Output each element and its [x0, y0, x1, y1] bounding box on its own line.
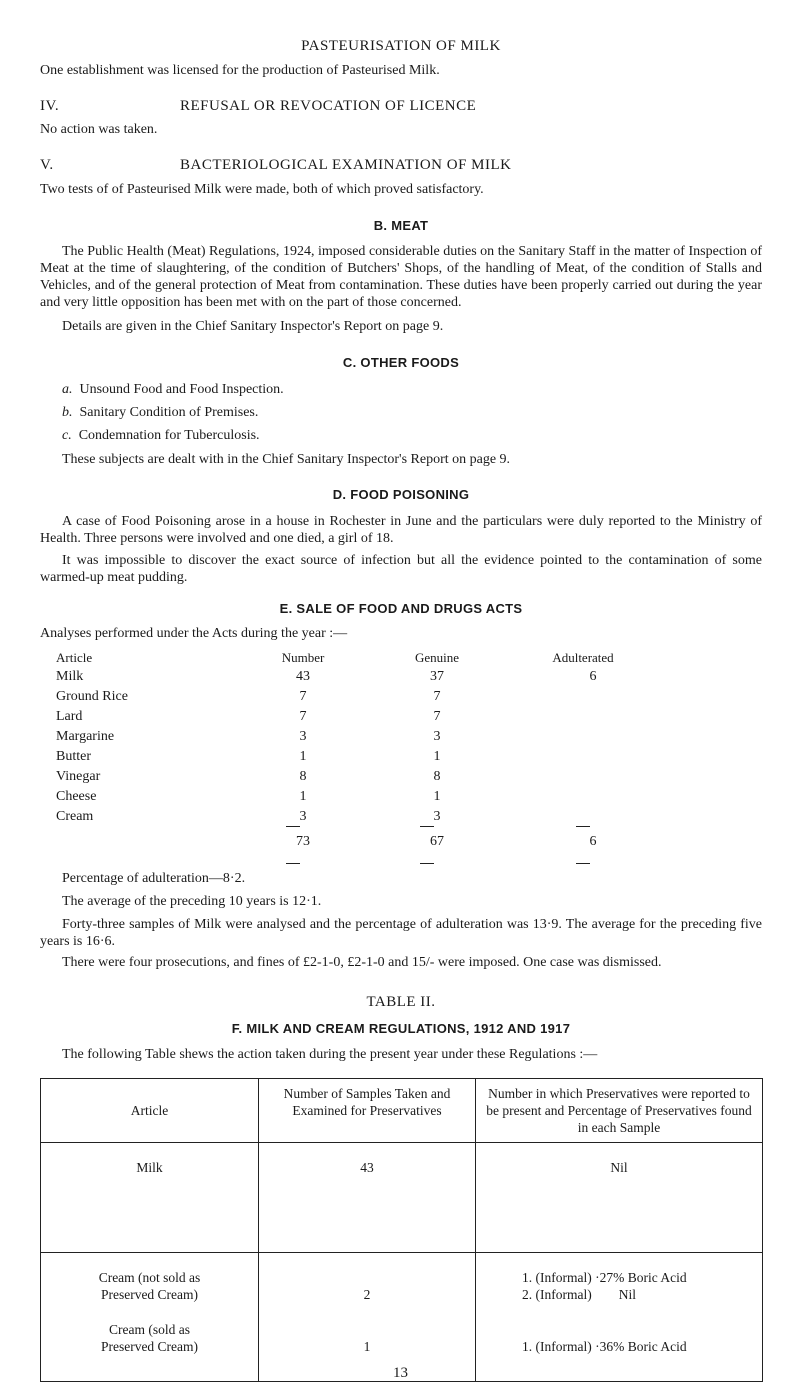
section-v-heading	[40, 157, 762, 174]
section-iv-heading	[40, 98, 762, 115]
section-v-number: V.	[40, 157, 54, 173]
table-header-row	[41, 1079, 763, 1143]
other-foods-text: These subjects are dealt with in the Chief Sanitary Inspector's Report on page 9.	[62, 452, 511, 467]
cell-samples: 2 1	[259, 1253, 476, 1382]
cell-number: 8	[299, 769, 307, 784]
cell-genuine: 1	[433, 749, 441, 764]
cell-adulterated: 6	[589, 669, 597, 684]
total-rule	[420, 863, 434, 864]
cell-article: Cream (not sold as Preserved Cream) Cream (sold as Preserved Cream)	[41, 1253, 259, 1382]
table-ii-title: F. MILK AND CREAM REGULATIONS, 1912 AND 1917	[231, 1021, 571, 1036]
list-item: a. Unsound Food and Food Inspection.	[62, 382, 284, 397]
list-item: b. Sanitary Condition of Premises.	[62, 405, 259, 420]
header-results: Number in which Preservatives were reported to be present and Percentage of Preservatives found in each Sample	[476, 1079, 763, 1143]
sale-title: E. SALE OF FOOD AND DRUGS ACTS	[279, 601, 523, 616]
table-ii-label: TABLE II.	[366, 994, 436, 1010]
cell-article: Milk	[41, 1143, 259, 1253]
document-page: PASTEURISATION OF MILK One establishment was licensed for the production of Pasteurised Milk. IV. REFUSAL OR REVOCATION OF LICENCE No action was taken. V. BACTERIOLOGICAL EXAMINATION OF MILK Two tests of of Pasteurised Milk were made, both of which proved satisfactory. B. MEAT The Public Health (Meat) Regulations, 1924, imposed considerable duties on the Sanitary Staff in the matter of Inspection of Meat at the time of slaughtering, of the condition of Butchers' Shops, of the handling of Meat, of the condition of Stalls and Vehicles, and of the general protection of Meat from contamination. These duties have been properly carried out during the year and very little opposition has been met with on the part of those concerned. Details are given in the Chief Sanitary Inspector's Report on page 9. C. OTHER FOODS a. Unsound Food and Food Inspection. b. Sanitary Condition of Premises. c. Condemnation for Tuberculosis. These subjects are dealt with in the Chief Sanitary Inspector's Report on page 9. D. FOOD POISONING A case of Food Poisoning arose in a house in Rochester in June and the particulars were duly reported to the Ministry of Health. Three persons were involved and one died, a girl of 18. It was impossible to discover the exact source of infection but all the evidence pointed to the contamination of some warmed-up meat pudding. E. SALE OF FOOD AND DRUGS ACTS Analyses performed under the Acts during the year :— Article Number Genuine Adulterated Milk 43 37 6 Ground Rice 7 7 Lard 7 7 Margarine 3 3 Butter 1 1 Vinegar 8 8 Cheese 1 1 Cream 3 3 73 67 6 Percentage of adulteration—8·2. The average of the preceding 10 years is 12·1. Forty-three samples of Milk were analysed and the percentage of adulteration was 13·9. The average for the preceding five years is 16·6. There were four prosecutions, and fines of £2-1-0, £2-1-0 and 15/- were imposed. One case was dismissed. TABLE II. F. MILK AND CREAM REGULATIONS, 1912 AND 1917 The following Table shews the action taken during the present year under these Regulations :— Article Number of Samples Taken and Examined for Preservatives Number in which Preservatives were reported to be present and Percentage of Preservatives found in each Sample Milk 43 Nil Cream (not sold as Preserved Cream) Cream (sold as Preserved Cream) 2 1 1. (Informal) ·27% Boric Acid 2. (Informal) Nil 1. (Informal) ·36% Boric Acid 13	[0, 0, 801, 1391]
sale-intro: Analyses performed under the Acts during the year :—	[40, 626, 348, 641]
table-row	[41, 1143, 763, 1253]
pasteurisation-text: One establishment was licensed for the production of Pasteurised Milk.	[40, 63, 440, 78]
ten-year-average: The average of the preceding 10 years is 12·1.	[62, 894, 322, 909]
poisoning-paragraph-1: A case of Food Poisoning arose in a house in Rochester in June and the particulars were duly reported to the Ministry of Health. Three persons were involved and one died, a girl of 18.	[40, 514, 762, 546]
meat-title: B. MEAT	[373, 218, 429, 233]
other-foods-title: C. OTHER FOODS	[342, 355, 460, 370]
cell-genuine: 1	[433, 789, 441, 804]
section-v-title: BACTERIOLOGICAL EXAMINATION OF MILK	[180, 157, 512, 173]
section-iv-text: No action was taken.	[40, 122, 158, 137]
cell-genuine: 8	[433, 769, 441, 784]
section-iv-title: REFUSAL OR REVOCATION OF LICENCE	[180, 98, 477, 114]
total-rule	[286, 863, 300, 864]
section-iv-number: IV.	[40, 98, 60, 114]
table-ii-intro: The following Table shews the action taken during the present year under these Regulations :—	[62, 1047, 598, 1062]
cell-number: 43	[296, 669, 310, 684]
header-samples: Number of Samples Taken and Examined for Preservatives	[259, 1079, 476, 1143]
total-rule	[420, 826, 434, 827]
prosecutions-text: There were four prosecutions, and fines of £2-1-0, £2-1-0 and 15/- were imposed. One case was dismissed.	[62, 955, 662, 970]
pasteurisation-title: PASTEURISATION OF MILK	[301, 38, 501, 54]
other-foods-list	[40, 381, 762, 444]
milk-samples-text: Forty-three samples of Milk were analysed and the percentage of adulteration was 13·9. The average for the preceding five years is 16·6.	[40, 917, 762, 949]
cell-genuine: 37	[430, 669, 444, 684]
cell-article: Lard	[56, 709, 83, 724]
cell-number: 1	[299, 789, 307, 804]
meat-paragraph-2: Details are given in the Chief Sanitary Inspector's Report on page 9.	[62, 319, 444, 334]
meat-paragraph-1: The Public Health (Meat) Regulations, 1924, imposed considerable duties on the Sanitary Staff in the matter of Inspection of Meat at the time of slaughtering, of the condition of Butchers' Shops, of the handling of Meat, of the condition of Stalls and Vehicles, and of the general protection of Meat from contamination. These duties have been properly carried out during the year and very little opposition has been met with on the part of those concerned.	[40, 244, 762, 310]
cell-article: Cheese	[56, 789, 97, 804]
page-number: 13	[393, 1365, 408, 1381]
total-rule	[286, 826, 300, 827]
poisoning-title: D. FOOD POISONING	[332, 487, 470, 502]
cell-samples: 43	[259, 1143, 476, 1253]
header-article: Article	[41, 1079, 259, 1143]
cell-genuine: 3	[433, 809, 441, 824]
poisoning-paragraph-2: It was impossible to discover the exact source of infection but all the evidence pointed to the contamination of some warmed-up meat pudding.	[40, 553, 762, 585]
cell-number: 3	[299, 809, 307, 824]
cell-article: Ground Rice	[56, 689, 128, 704]
cell-genuine: 7	[433, 689, 441, 704]
cell-result: Nil	[476, 1143, 763, 1253]
cell-article: Butter	[56, 749, 91, 764]
adulteration-percentage: Percentage of adulteration—8·2.	[62, 871, 246, 886]
cell-number: 7	[299, 709, 307, 724]
list-item: c. Condemnation for Tuberculosis.	[62, 428, 260, 443]
cell-number: 7	[299, 689, 307, 704]
cell-genuine: 3	[433, 729, 441, 744]
cell-number: 1	[299, 749, 307, 764]
section-v-text: Two tests of of Pasteurised Milk were made, both of which proved satisfactory.	[40, 182, 484, 197]
cell-article: Vinegar	[56, 769, 101, 784]
cell-number: 3	[299, 729, 307, 744]
table-row	[41, 1253, 763, 1382]
cell-article: Cream	[56, 809, 94, 824]
total-rule	[576, 826, 590, 827]
cell-genuine: 7	[433, 709, 441, 724]
total-rule	[576, 863, 590, 864]
regulations-table	[40, 1078, 763, 1382]
cell-article: Margarine	[56, 729, 115, 744]
cell-article: Milk	[56, 669, 84, 684]
cell-result: 1. (Informal) ·27% Boric Acid 2. (Informal) Nil 1. (Informal) ·36% Boric Acid	[476, 1253, 763, 1382]
